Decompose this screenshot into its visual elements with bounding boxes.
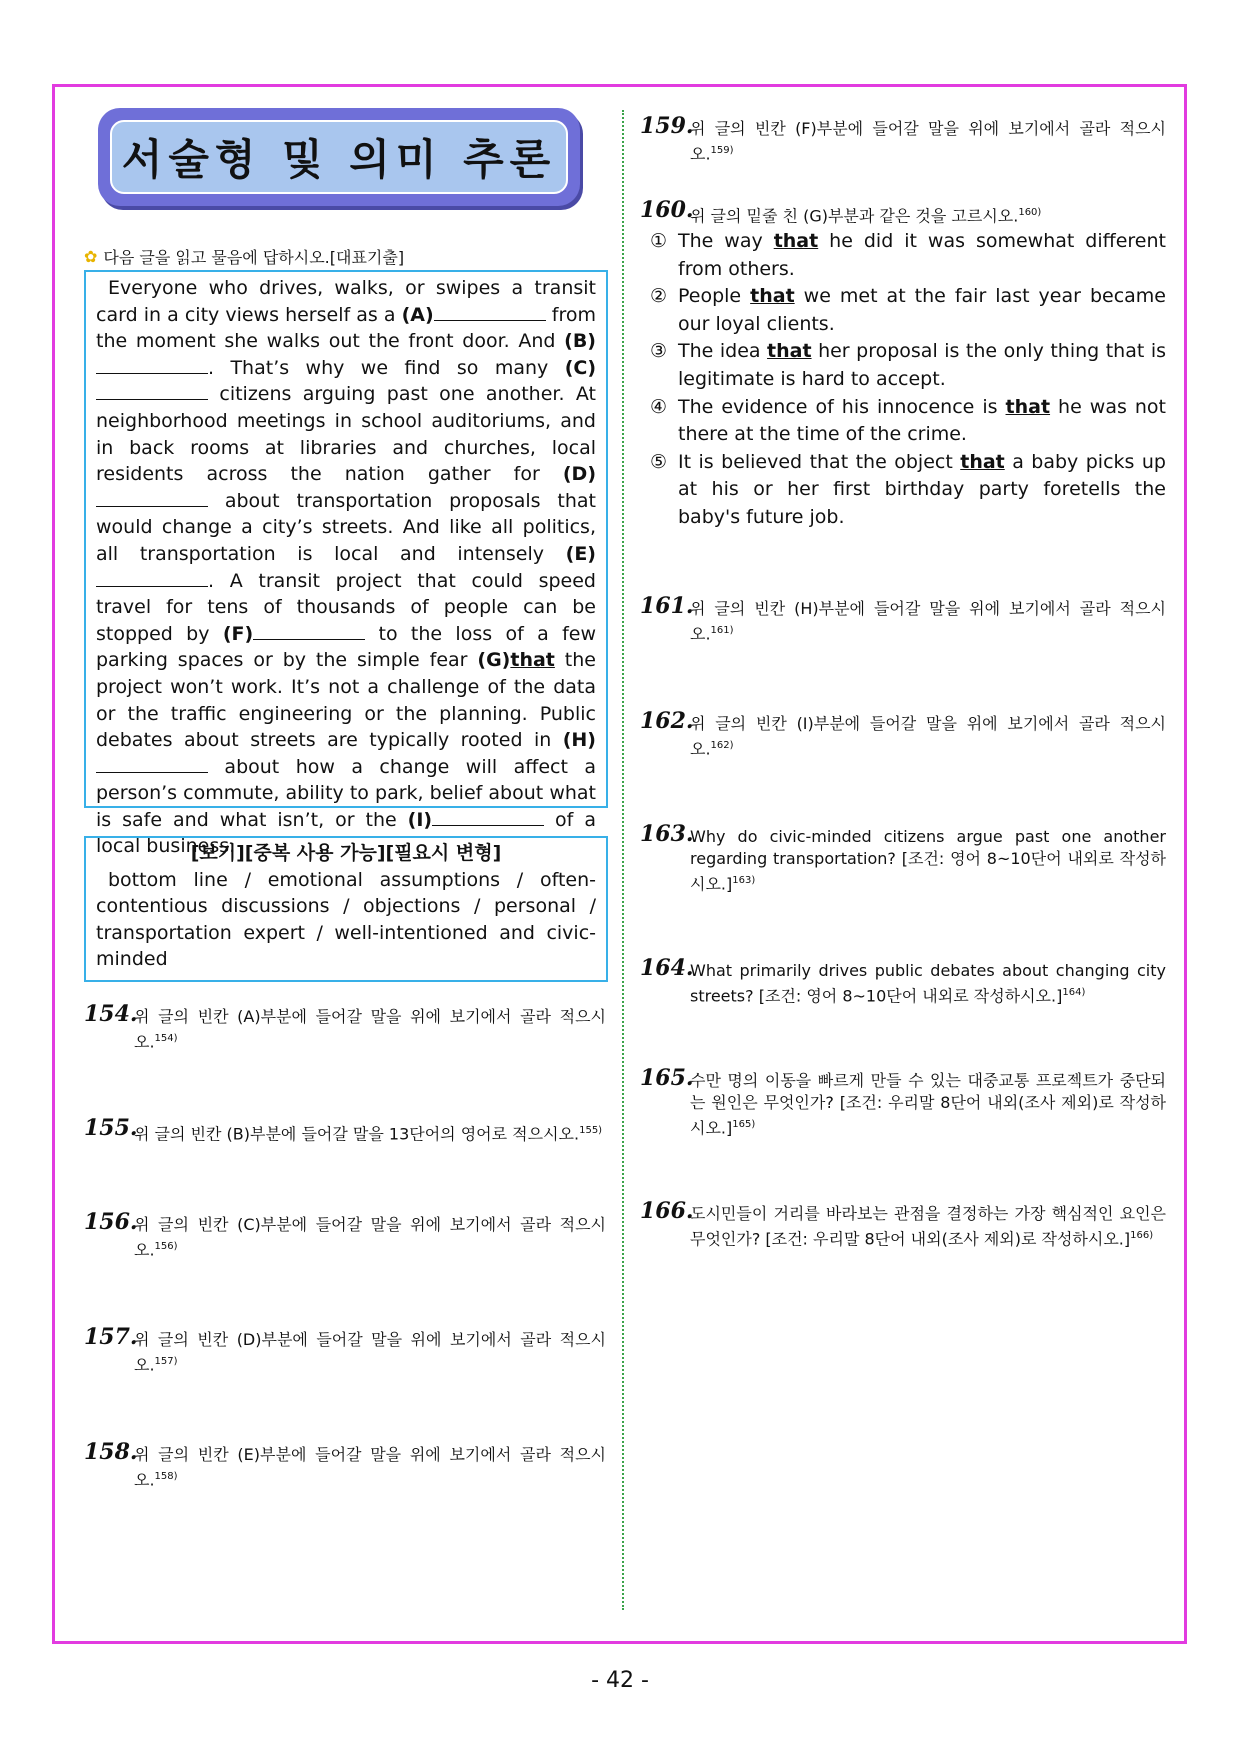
choice-marker: ① xyxy=(650,230,668,252)
question-number: 158. xyxy=(84,1439,138,1465)
choice-text: It is believed that the object xyxy=(678,450,961,473)
question-text xyxy=(134,1120,606,1145)
choice-text: People xyxy=(678,285,751,308)
underlined-that: that xyxy=(960,450,1005,473)
choice-list xyxy=(650,228,1166,532)
passage-segment: the project won’t work. It’s not a challenge of the data or the traffic engineering or the planning. Public debates about streets are typically rooted in xyxy=(96,649,596,752)
question-text-body: What primarily drives public debates about changing city streets? [조건: 영어 8~10단어 내외로 작성하시오.] xyxy=(690,961,1166,1006)
question-text-body: 위 글의 빈칸 (I)부분에 들어갈 말을 위에 보기에서 골라 적으시오. xyxy=(690,714,1166,759)
question-number: 155. xyxy=(84,1115,138,1141)
choice-marker: ④ xyxy=(650,395,668,418)
choice-2 xyxy=(650,283,1166,338)
blank-d xyxy=(96,488,208,507)
question-text-body: 위 글의 빈칸 (A)부분에 들어갈 말을 위에 보기에서 골라 적으시오. xyxy=(134,1007,606,1052)
footnote-ref: 159) xyxy=(710,145,734,156)
blank-i xyxy=(432,807,544,826)
passage-segment: citizens arguing past one another. At neighborhood meetings in school auditoriums, and in back rooms at libraries and churches, local residents across the nation gather for xyxy=(96,383,596,486)
footnote-ref: 165) xyxy=(732,1119,756,1130)
label-g: (G) xyxy=(477,649,511,672)
passage-segment: about transportation proposals that would change a city’s streets. And like all politics, all transportation is local and intensely xyxy=(96,489,596,565)
choice-marker: ② xyxy=(650,285,668,308)
question-number: 162. xyxy=(640,708,694,734)
underlined-that-g: that xyxy=(510,649,555,672)
section-title-inner xyxy=(110,120,568,194)
footnote-ref: 161) xyxy=(710,625,734,636)
question-number: 163. xyxy=(640,821,694,847)
question-number: 165. xyxy=(640,1065,694,1091)
choice-text: The way xyxy=(678,230,774,252)
blank-e xyxy=(96,568,208,587)
word-box-header: [보기][중복 사용 가능][필요시 변형] xyxy=(190,842,502,864)
footnote-ref: 164) xyxy=(1062,987,1086,998)
question-text-body: 위 글의 빈칸 (H)부분에 들어갈 말을 위에 보기에서 골라 적으시오. xyxy=(690,599,1166,644)
passage-segment: . That’s why we find so many xyxy=(208,356,565,379)
question-text xyxy=(690,118,1166,165)
column-divider xyxy=(622,110,624,1610)
choice-text: a baby picks up at his or her first birthday party foretells the baby's future job. xyxy=(678,450,1166,528)
section-title: 서술형 및 의미 추론 xyxy=(121,135,557,184)
passage-segment: Everyone who drives, walks, or swipes a transit card in a city views herself as a xyxy=(96,277,596,326)
question-text-body: 위 글의 빈칸 (D)부분에 들어갈 말을 위에 보기에서 골라 적으시오. xyxy=(134,1330,606,1375)
footnote-ref: 154) xyxy=(154,1033,178,1044)
passage-segment: of a local business. xyxy=(96,808,596,858)
question-165 xyxy=(640,1065,1166,1139)
question-162 xyxy=(640,708,1166,760)
choice-marker: ③ xyxy=(650,340,668,363)
footnote-ref: 162) xyxy=(710,740,734,751)
choice-5 xyxy=(650,449,1166,532)
blank-label-e: (E) xyxy=(565,542,596,565)
question-158 xyxy=(84,1439,606,1491)
question-text xyxy=(134,1214,606,1261)
choice-3 xyxy=(650,338,1166,393)
question-text-body: 위 글의 빈칸 (F)부분에 들어갈 말을 위에 보기에서 골라 적으시오. xyxy=(690,119,1166,164)
blank-label-h: (H) xyxy=(562,729,596,752)
question-number: 157. xyxy=(84,1324,138,1350)
question-161 xyxy=(640,593,1166,645)
choice-4 xyxy=(650,394,1166,449)
blank-a xyxy=(434,302,546,321)
question-text-body: 도시민들이 거리를 바라보는 관점을 결정하는 가장 핵심적인 요인은 무엇인가? [조건: 우리말 8단어 내외(조사 제외)로 작성하시오.] xyxy=(690,1204,1166,1249)
question-text-body: 수만 명의 이동을 빠르게 만들 수 있는 대중교통 프로젝트가 중단되는 원인은 무엇인가? [조건: 우리말 8단어 내외(조사 제외)로 작성하시오.] xyxy=(690,1071,1166,1138)
question-text xyxy=(690,202,1166,227)
question-163 xyxy=(640,821,1166,895)
flower-icon: ✿ xyxy=(84,247,98,266)
question-text-body: 위 글의 빈칸 (B)부분에 들어갈 말을 13단어의 영어로 적으시오. xyxy=(134,1124,580,1144)
passage-segment: . A transit project that could speed travel for tens of thousands of people can be stopped by xyxy=(96,569,596,645)
question-number: 156. xyxy=(84,1209,138,1235)
passage-segment: about how a change will affect a person’s commute, ability to park, belief about what is safe and what isn’t, or the xyxy=(96,755,596,831)
question-text-body: Why do civic-minded citizens argue past one another regarding transportation? [조건: 영어 8~10단어 내외로 작성하시오.] xyxy=(690,827,1166,894)
question-text-body: 위 글의 밑줄 친 (G)부분과 같은 것을 고르시오. xyxy=(690,206,1019,226)
blank-label-i: (I) xyxy=(407,808,433,831)
question-156 xyxy=(84,1209,606,1261)
question-164 xyxy=(640,955,1166,1007)
page-number: - 42 - xyxy=(591,1668,649,1693)
question-text xyxy=(690,1203,1166,1250)
choice-text: her proposal is the only thing that is legitimate is hard to accept. xyxy=(678,340,1166,390)
choice-marker: ⑤ xyxy=(650,450,668,473)
underlined-that: that xyxy=(767,340,812,363)
question-number: 160. xyxy=(640,197,694,223)
question-166 xyxy=(640,1198,1166,1250)
choice-text: he did it was somewhat different from others. xyxy=(678,230,1166,280)
footnote-ref: 156) xyxy=(154,1241,178,1252)
question-text xyxy=(690,826,1166,895)
question-157 xyxy=(84,1324,606,1376)
blank-h xyxy=(96,754,208,773)
blank-label-d: (D) xyxy=(562,463,596,486)
question-number: 166. xyxy=(640,1198,694,1224)
passage-segment: to the loss of a few parking spaces or by the simple fear xyxy=(96,622,596,672)
question-text xyxy=(690,713,1166,760)
blank-f xyxy=(253,621,365,640)
section-title-banner xyxy=(98,108,580,206)
blank-label-c: (C) xyxy=(564,356,596,379)
question-text xyxy=(690,1070,1166,1139)
footnote-ref: 163) xyxy=(732,875,756,886)
question-text xyxy=(134,1006,606,1053)
question-number: 164. xyxy=(640,955,694,981)
choice-text: The idea xyxy=(678,340,768,363)
footnote-ref: 158) xyxy=(154,1471,178,1482)
choice-text: he was not there at the time of the crime. xyxy=(678,395,1166,446)
question-text xyxy=(690,960,1166,1007)
question-text-body: 위 글의 빈칸 (C)부분에 들어갈 말을 위에 보기에서 골라 적으시오. xyxy=(134,1215,606,1260)
question-number: 154. xyxy=(84,1001,138,1027)
choice-1 xyxy=(650,228,1166,283)
question-number: 161. xyxy=(640,593,694,619)
question-number: 159. xyxy=(640,113,694,139)
underlined-that: that xyxy=(773,230,819,252)
underlined-that: that xyxy=(750,285,795,308)
blank-b xyxy=(96,355,208,374)
question-text-body: 위 글의 빈칸 (E)부분에 들어갈 말을 위에 보기에서 골라 적으시오. xyxy=(134,1445,606,1490)
word-box-body: bottom line / emotional assumptions / often-contentious discussions / objections / personal / transportation expert / well-intentioned and civic-minded xyxy=(96,868,596,971)
blank-label-a: (A) xyxy=(401,303,434,326)
choice-text: The evidence of his innocence is xyxy=(678,395,1006,418)
question-text xyxy=(134,1444,606,1491)
word-box xyxy=(84,836,608,982)
footnote-ref: 157) xyxy=(154,1356,178,1367)
instruction-text: 다음 글을 읽고 물음에 답하시오.[대표기출] xyxy=(103,248,405,267)
blank-label-f: (F) xyxy=(222,622,254,645)
question-159 xyxy=(640,113,1166,165)
footnote-ref: 155) xyxy=(579,1125,603,1136)
blank-label-b: (B) xyxy=(564,330,596,353)
footnote-ref: 166) xyxy=(1130,1230,1154,1241)
blank-c xyxy=(96,381,208,400)
passage-text xyxy=(96,275,596,860)
choice-text: we met at the fair last year became our loyal clients. xyxy=(678,285,1166,335)
instruction-line xyxy=(84,245,404,268)
question-154 xyxy=(84,1001,606,1053)
underlined-that: that xyxy=(1005,395,1051,418)
question-160 xyxy=(640,197,1166,227)
footnote-ref: 160) xyxy=(1018,207,1042,218)
question-text xyxy=(134,1329,606,1376)
question-text xyxy=(690,598,1166,645)
passage-segment: from the moment she walks out the front door. And xyxy=(96,303,596,353)
question-155 xyxy=(84,1115,606,1145)
